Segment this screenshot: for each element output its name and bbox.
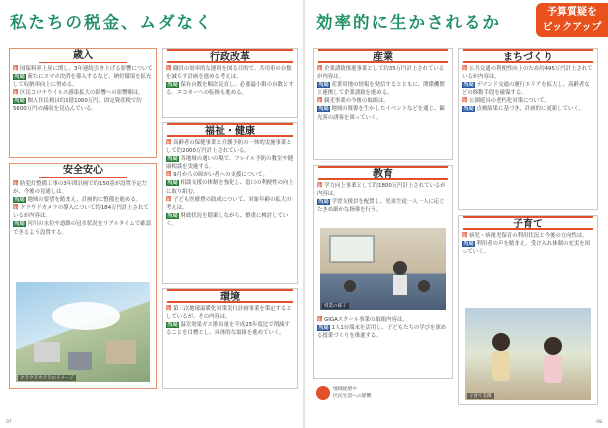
qa-text: 地域の資源を生かしたイベントなどを通じ、観光客の誘客を図っていく。 [317,106,445,121]
classroom-photo [320,228,446,310]
qa-line [166,305,294,321]
qa-mark: 当局 [463,241,474,248]
qa-text: 公園遊具の老朽化対策について。 [467,98,550,105]
qa-mark: 当局 [167,212,178,219]
qa-line [317,198,449,214]
qa-mark: 当局 [167,322,178,329]
qa-text: 企業誘致推進事業として約35万円計上されているが内容は。 [317,66,445,81]
legend-stamp [316,386,330,400]
page-gutter [303,0,305,428]
photo-caption: クラウドカメラのイメージ [20,376,74,381]
qa-mark: 当局 [14,98,25,105]
qa-line [317,97,449,105]
qa-mark: 問 [166,306,172,312]
section-title: 教育 [318,166,448,180]
qa-mark: 当局 [14,197,25,204]
qa-mark: 当局 [318,106,329,113]
qa-line [13,65,153,73]
badge-line-2: ピックアップ [542,22,602,33]
qa-text: 財政状況を勘案しながら、慎重に検討していく。 [166,212,289,227]
qa-line [317,105,449,121]
section-title: 産業 [318,49,448,63]
qa-line [13,204,153,220]
qa-line [317,316,449,324]
section-admin [162,48,298,118]
section-title: 歳入 [39,49,127,63]
qa-text: 9月からの障がい者への支援について。 [171,172,268,179]
qa-text: 区民コロナウイルス感染拡大の影響への影響額は。 [18,90,144,97]
qa-text: 第三次地球温暖化対策実行計画事業を策定するとしているが、その内容は。 [166,306,292,321]
section-items [314,65,452,122]
qa-text: 各地域の通いの場で、フレイル予防の教室や健康相談を実施する。 [166,156,294,171]
qa-line [166,171,294,179]
qa-line [166,321,294,337]
section-town-planning [458,48,598,210]
section-revenue [9,48,157,158]
qa-text: 温室効果ガス排出量を平成25年度比で削減することを目標とし、具体的な取組を進めていく。 [166,322,290,337]
qa-text: 点検結果に基づき、計画的に更新していく。 [474,106,584,113]
section-items [163,139,297,228]
qa-text: 学力向上事業として約1800万円計上されているが内容は。 [317,183,446,198]
section-items [163,65,297,97]
section-safety [9,163,157,389]
headline-right: 効率的に生かされるか [316,13,501,32]
qa-line [166,179,294,195]
section-items [459,232,597,256]
section-welfare [162,122,298,284]
qa-mark: 問 [462,98,468,105]
children-photo [465,308,591,400]
section-childcare [458,215,598,405]
section-title: 福祉・健康 [167,123,293,137]
badge-line-1: 予算質疑を [547,7,597,18]
qa-mark: 問 [462,233,468,239]
cloud-camera-photo [16,282,150,382]
qa-text: クラウドカメラの導入について約184万円計上されているが内容は。 [13,205,149,220]
qa-text: 病児・病後児保育の利用状況と今後の方向性は。 [467,233,588,239]
qa-text: 新たにスマホ決済を導入するなど、納付環境を拡充して収納率向上に努める。 [13,74,152,89]
headline-left: 私たちの税金、ムダなく [10,13,214,32]
qa-mark: 当局 [318,325,329,332]
qa-text: 職員の効率的な運用を図る目的で、共用車の台数を減らす計画を進める考えは。 [166,66,292,81]
qa-line [13,73,153,89]
qa-mark: 問 [166,196,172,203]
qa-mark: 問 [166,172,172,179]
qa-mark: 当局 [14,221,25,228]
qa-mark: 問 [13,66,19,72]
qa-mark: 問 [317,98,323,105]
qa-line [13,196,153,204]
qa-line [462,81,594,97]
qa-text: 公共交通の利便性向上のため約495万円計上されているが内容は。 [462,66,593,81]
qa-line [13,89,153,97]
qa-line [462,97,594,105]
qa-line [317,65,449,81]
qa-line [317,324,449,340]
qa-mark: 当局 [463,106,474,113]
qa-line [166,81,294,97]
qa-line [166,139,294,155]
cloud-illustration [16,282,150,382]
section-title: まちづくり [463,49,593,63]
pickup-badge [536,3,608,37]
classroom-illustration [320,228,446,310]
qa-text: 利用者の声を踏まえ、受け入れ体制の充実を図っていく。 [462,241,591,256]
qa-text: 保有台数を順次見直し、必要最小限の台数とする。エコカーへの転換も進める。 [166,82,294,97]
qa-text: 高齢者の保健事業と介護予防の一体的実施事業として約2000万円計上されている。 [166,140,292,155]
qa-line [166,155,294,171]
section-title: 子育て [463,216,593,230]
qa-text: 子ども医療費の助成について、対象年齢の拡大の考えは。 [166,196,292,211]
qa-line [462,105,594,113]
qa-mark: 問 [13,181,19,187]
qa-line [13,220,153,236]
section-education [313,165,453,379]
qa-line [13,180,153,196]
section-items-more [314,316,452,340]
section-items [314,182,452,214]
qa-mark: 問 [13,205,19,212]
qa-mark: 問 [166,66,172,72]
qa-mark: 当局 [14,74,25,81]
qa-line [13,97,153,113]
qa-line [166,196,294,212]
qa-mark: 当局 [463,82,474,89]
qa-text: 1人1台端末を活用し、子どもたちの学びを深める授業づくりを推進する。 [317,325,447,340]
section-title: 安全安心 [39,164,127,178]
qa-text: 国保料率上昇に関し、3年連続引き上げる影響について [18,66,153,72]
qa-mark: 問 [166,140,172,146]
qa-line [462,240,594,256]
qa-text: 地域の要望を踏まえ、計画的に整備を進める。 [25,197,142,204]
qa-mark: 問 [13,90,19,97]
legend-line-1: 地域経済や [333,387,357,392]
qa-mark: 当局 [167,180,178,187]
qa-text: 個人住民税は約1億1000万円、固定資産税で約5600万円の減収を見込んでいる。 [13,98,142,113]
qa-text: デマンド交通の運行エリアを拡大し、高齢者などの移動手段を確保する。 [462,82,590,97]
legend [333,386,371,400]
footer-page-right: 08 [596,420,602,425]
legend-line-2: 区民生活への影響 [333,394,372,399]
qa-line [317,182,449,198]
qa-mark: 当局 [318,199,329,206]
qa-line [462,232,594,240]
photo-caption: 授業の様子 [324,304,347,309]
qa-mark: 当局 [318,82,329,89]
section-title: 行政改革 [167,49,293,63]
section-items [10,65,156,114]
section-items [459,65,597,114]
qa-mark: 問 [317,183,323,189]
qa-mark: 問 [317,317,323,323]
qa-text: 防犯灯整備工事の3年間計画で約150基が設置予定だが、今後の見通しは。 [13,181,148,196]
photo-caption: 子育て支援 [469,394,492,399]
qa-text: 相談支援の体制を強化し、窓口の利便性の向上に取り組む。 [166,180,294,195]
qa-text: GIGAスクール事業の取組内容は。 [322,317,408,323]
qa-line [462,65,594,81]
section-title: 環境 [167,289,293,303]
children-illustration [465,308,591,400]
qa-text: 河川の水位や道路の冠水状況をリアルタイムで確認できるよう設置する。 [13,221,151,236]
footer-page-left: 07 [6,420,12,425]
section-items [163,305,297,337]
section-industry [313,48,453,160]
qa-mark: 当局 [167,82,178,89]
qa-mark: 問 [317,66,323,72]
qa-text: 学習支援員を配置し、児童生徒一人一人に応じたきめ細かな指導を行う。 [317,199,445,214]
qa-text: 観光事業の今後の取組は。 [322,98,389,105]
qa-mark: 問 [462,66,468,72]
qa-line [166,65,294,81]
qa-text: 産業用地の情報を発信するとともに、関係機関と連携して企業誘致を進める。 [317,82,445,97]
section-items [10,180,156,237]
qa-mark: 当局 [167,156,178,163]
qa-line [317,81,449,97]
section-environment [162,288,298,389]
qa-line [166,212,294,228]
